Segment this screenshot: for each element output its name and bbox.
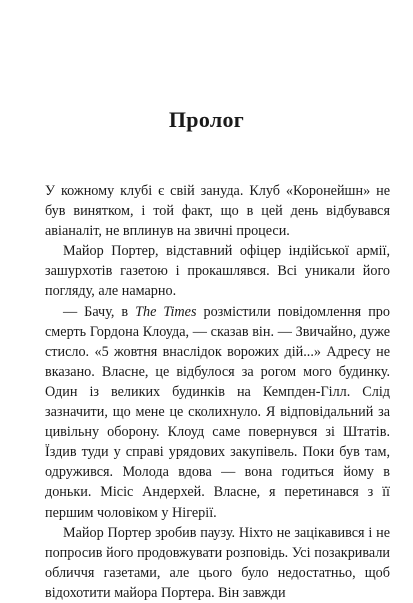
newspaper-title: The Times (135, 303, 197, 320)
body-text (45, 181, 390, 603)
paragraph-text: У кожному клубі є свій зануда. Клуб «Коронейшн» не був винятком, і той факт, що в цей день відбувався авіаналіт, не вплинув на звичні процеси. (45, 183, 390, 240)
paragraph-text: — Бачу, в (63, 303, 136, 320)
paragraph-text: Майор Портер, відставний офіцер індійської армії, зашурхотів газетою і прокашлявся. Всі уникали його погляду, але намарно. (45, 243, 390, 300)
paragraph-3 (45, 302, 390, 523)
paragraph-2 (45, 241, 390, 301)
paragraph-text: Майор Портер зробив паузу. Ніхто не зацікавився і не попросив його продовжувати розповідь. Усі позакривали обличчя газетами, але цього було недостатньо, щоб відохотити майора Портера. Він завжди (45, 524, 390, 601)
paragraph-1 (45, 181, 390, 241)
chapter-title: Пролог (168, 106, 245, 132)
paragraph-4 (45, 523, 390, 603)
paragraph-text: розмістили повідомлення про смерть Гордона Клоуда, — сказав він. — Звичайно, дуже стисло. «5 жовтня внаслідок ворожих дій...» Адресу не вказано. Власне, це відбулося за рогом мого будинку. Один із великих будинків на Кемпден-Гілл. Слід зазначити, що мене це сколихнуло. Я відповідальний за цивільну оборону. Клоуд саме повернувся зі Штатів. Їздив туди у справі урядових закупівель. Поки був там, одружився. Молода вдова — вона годиться йому в доньки. Місіс Андерхей. Власне, я перетинався з її першим чоловіком у Нігерії. (45, 303, 390, 521)
